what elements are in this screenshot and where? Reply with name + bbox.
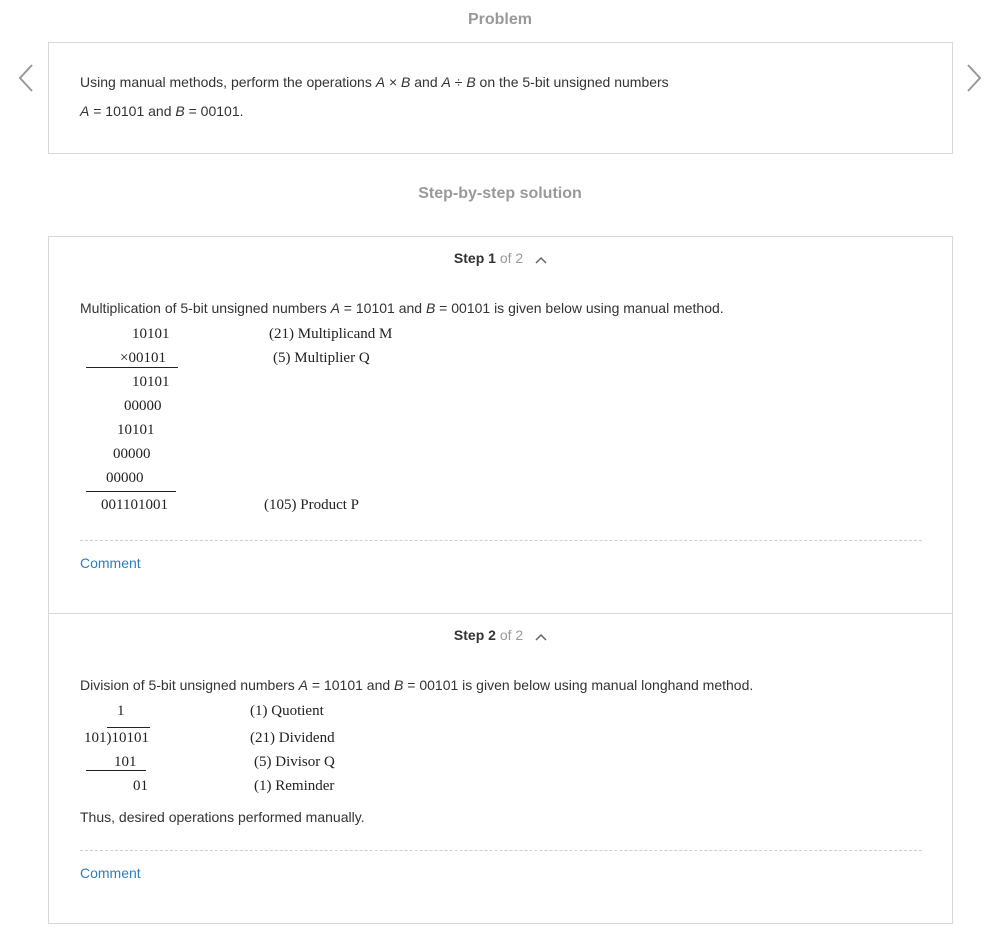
- comment-link[interactable]: Comment: [80, 865, 141, 881]
- product-label: (105) Product P: [264, 497, 359, 513]
- var-a: A: [298, 677, 309, 693]
- intro-text: = 00101 is given below using manual method.: [435, 300, 724, 316]
- problem-text-line1: [80, 74, 669, 90]
- chevron-left-icon: [15, 62, 37, 94]
- solution-box: [48, 236, 953, 924]
- partial-product: 10101: [132, 374, 170, 390]
- problem-text: on the 5-bit unsigned numbers: [475, 74, 669, 90]
- chevron-up-icon[interactable]: [535, 628, 547, 644]
- divisor-label: (5) Divisor Q: [254, 754, 335, 770]
- divider: [80, 850, 922, 851]
- divider: [80, 540, 922, 541]
- intro-text: = 00101 is given below using manual longhand method.: [403, 677, 754, 693]
- step-separator: [49, 613, 952, 614]
- subtrahend: 101: [114, 754, 137, 770]
- intro-text: = 10101 and: [308, 677, 395, 693]
- dividend-label: (21) Dividend: [250, 730, 335, 746]
- var-b: B: [466, 74, 476, 90]
- multiplicand: 10101: [132, 326, 170, 342]
- step-1-intro: [80, 300, 724, 316]
- step-2-header[interactable]: [49, 627, 952, 644]
- partial-product: 00000: [113, 446, 151, 462]
- multiplier-label: (5) Multiplier Q: [273, 350, 370, 366]
- step-2-intro: [80, 677, 753, 693]
- chevron-right-icon: [963, 62, 985, 94]
- intro-text: = 10101 and: [339, 300, 426, 316]
- division-bar: [107, 727, 150, 728]
- multiply-rule: [86, 367, 178, 368]
- remainder-label: (1) Reminder: [254, 778, 335, 794]
- divide-sign: ÷: [450, 74, 467, 90]
- var-a: A: [441, 74, 451, 90]
- multiplier: ×00101: [120, 350, 166, 366]
- quotient-label: (1) Quotient: [250, 703, 324, 719]
- var-b: B: [401, 74, 411, 90]
- sum-rule: [86, 491, 176, 492]
- problem-text: Using manual methods, perform the operations: [80, 74, 376, 90]
- partial-product: 00000: [124, 398, 162, 414]
- intro-text: Division of 5-bit unsigned numbers: [80, 677, 299, 693]
- times-sign: ×: [385, 74, 402, 90]
- partial-product: 10101: [117, 422, 155, 438]
- dividend: 101)10101: [84, 730, 149, 746]
- var-a: A: [330, 300, 340, 316]
- comment-link[interactable]: Comment: [80, 555, 141, 571]
- next-button[interactable]: [963, 62, 985, 94]
- remainder: 01: [133, 778, 148, 794]
- multiplicand-label: (21) Multiplicand M: [269, 326, 393, 342]
- problem-text: = 10101 and: [89, 103, 176, 119]
- partial-product: 00000: [106, 470, 144, 486]
- problem-text-line2: [80, 103, 244, 119]
- intro-text: Multiplication of 5-bit unsigned numbers: [80, 300, 331, 316]
- product: 001101001: [101, 497, 168, 513]
- step-1-header[interactable]: [49, 250, 952, 267]
- step-count: of 2: [499, 627, 524, 643]
- var-a: A: [375, 74, 386, 90]
- step-count: of 2: [499, 250, 524, 266]
- var-b: B: [175, 103, 185, 119]
- prev-button[interactable]: [15, 62, 37, 94]
- problem-text: and: [410, 74, 442, 90]
- conclusion: Thus, desired operations performed manually.: [80, 809, 365, 825]
- problem-text: = 00101.: [184, 103, 244, 119]
- problem-heading: Problem: [467, 11, 532, 28]
- step-label: Step 2: [453, 627, 496, 643]
- subtract-rule: [86, 770, 146, 771]
- solution-heading: Step-by-step solution: [418, 185, 582, 202]
- var-a: A: [80, 103, 90, 119]
- quotient: 1: [117, 703, 125, 719]
- var-b: B: [425, 300, 436, 316]
- chevron-up-icon[interactable]: [535, 251, 547, 267]
- step-label: Step 1: [453, 250, 496, 266]
- var-b: B: [394, 677, 404, 693]
- problem-box: [48, 42, 953, 154]
